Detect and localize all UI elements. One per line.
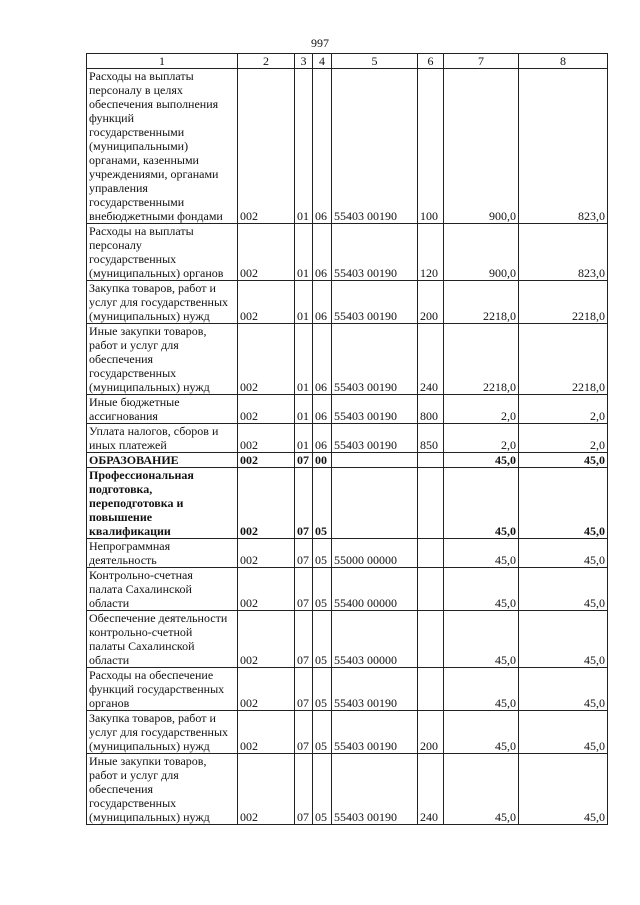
cell-amount-2: 45,0	[519, 668, 608, 711]
cell-ministry: 002	[238, 424, 295, 453]
cell-section: 07	[295, 754, 313, 825]
row-name: Непрограммная деятельность	[87, 539, 238, 568]
header-cell: 3	[295, 54, 313, 69]
table-row	[87, 224, 608, 281]
cell-target-article: 55403 00190	[332, 668, 418, 711]
table-row	[87, 711, 608, 754]
cell-target-article	[332, 468, 418, 539]
header-cell: 7	[444, 54, 519, 69]
row-name: Расходы на выплаты персоналу в целях обеспечения выполнения функций государственными (муниципальными) органами, казенными учреждениями, органами управления государственными внебюджетными фондами	[87, 69, 238, 224]
cell-target-article: 55403 00190	[332, 424, 418, 453]
cell-expense-type: 240	[418, 754, 444, 825]
row-name: ОБРАЗОВАНИЕ	[87, 453, 238, 468]
row-name: Уплата налогов, сборов и иных платежей	[87, 424, 238, 453]
cell-expense-type: 120	[418, 224, 444, 281]
cell-section: 01	[295, 324, 313, 395]
cell-amount-1: 900,0	[444, 69, 519, 224]
header-cell: 4	[313, 54, 332, 69]
cell-amount-2: 45,0	[519, 754, 608, 825]
cell-amount-1: 2,0	[444, 395, 519, 424]
cell-target-article: 55400 00000	[332, 568, 418, 611]
cell-section: 01	[295, 424, 313, 453]
cell-expense-type	[418, 568, 444, 611]
cell-amount-2: 45,0	[519, 568, 608, 611]
cell-target-article: 55403 00190	[332, 224, 418, 281]
cell-section: 07	[295, 568, 313, 611]
row-name: Иные закупки товаров, работ и услуг для обеспечения государственных (муниципальных) нужд	[87, 754, 238, 825]
row-name: Иные закупки товаров, работ и услуг для обеспечения государственных (муниципальных) нужд	[87, 324, 238, 395]
cell-target-article: 55000 00000	[332, 539, 418, 568]
cell-expense-type: 800	[418, 395, 444, 424]
cell-target-article: 55403 00190	[332, 324, 418, 395]
row-name: Расходы на выплаты персоналу государственных (муниципальных) органов	[87, 224, 238, 281]
cell-ministry: 002	[238, 711, 295, 754]
cell-subsection: 06	[313, 324, 332, 395]
header-cell: 5	[332, 54, 418, 69]
cell-section: 07	[295, 539, 313, 568]
cell-amount-2: 45,0	[519, 711, 608, 754]
cell-section: 01	[295, 69, 313, 224]
header-cell: 6	[418, 54, 444, 69]
cell-amount-1: 2,0	[444, 424, 519, 453]
cell-amount-2: 823,0	[519, 224, 608, 281]
cell-subsection: 05	[313, 468, 332, 539]
cell-ministry: 002	[238, 224, 295, 281]
cell-amount-1: 900,0	[444, 224, 519, 281]
header-cell: 2	[238, 54, 295, 69]
table-row	[87, 611, 608, 668]
cell-ministry: 002	[238, 281, 295, 324]
cell-amount-1: 45,0	[444, 668, 519, 711]
cell-amount-1: 45,0	[444, 568, 519, 611]
row-name: Закупка товаров, работ и услуг для государственных (муниципальных) нужд	[87, 281, 238, 324]
cell-subsection: 00	[313, 453, 332, 468]
cell-target-article	[332, 453, 418, 468]
cell-expense-type: 240	[418, 324, 444, 395]
cell-amount-2: 45,0	[519, 539, 608, 568]
table-row	[87, 424, 608, 453]
cell-section: 07	[295, 611, 313, 668]
table-row	[87, 453, 608, 468]
cell-amount-2: 45,0	[519, 468, 608, 539]
cell-section: 07	[295, 668, 313, 711]
row-name: Обеспечение деятельности контрольно-счетной палаты Сахалинской области	[87, 611, 238, 668]
cell-target-article: 55403 00190	[332, 711, 418, 754]
cell-subsection: 05	[313, 754, 332, 825]
row-name: Закупка товаров, работ и услуг для государственных (муниципальных) нужд	[87, 711, 238, 754]
cell-ministry: 002	[238, 539, 295, 568]
header-cell: 1	[87, 54, 238, 69]
table-row	[87, 668, 608, 711]
cell-section: 07	[295, 453, 313, 468]
cell-subsection: 05	[313, 611, 332, 668]
cell-amount-2: 2218,0	[519, 324, 608, 395]
cell-subsection: 06	[313, 281, 332, 324]
cell-ministry: 002	[238, 568, 295, 611]
table-row	[87, 281, 608, 324]
cell-amount-1: 2218,0	[444, 281, 519, 324]
page-number: 997	[311, 36, 329, 50]
cell-amount-2: 2,0	[519, 424, 608, 453]
cell-amount-1: 45,0	[444, 539, 519, 568]
header-row	[87, 54, 608, 69]
table-row	[87, 754, 608, 825]
cell-expense-type	[418, 468, 444, 539]
header-cell: 8	[519, 54, 608, 69]
cell-subsection: 06	[313, 395, 332, 424]
cell-subsection: 05	[313, 668, 332, 711]
cell-expense-type	[418, 611, 444, 668]
cell-amount-2: 2,0	[519, 395, 608, 424]
cell-ministry: 002	[238, 395, 295, 424]
cell-section: 01	[295, 395, 313, 424]
cell-section: 07	[295, 468, 313, 539]
cell-section: 01	[295, 224, 313, 281]
cell-subsection: 05	[313, 568, 332, 611]
table-row	[87, 568, 608, 611]
cell-ministry: 002	[238, 754, 295, 825]
cell-amount-1: 45,0	[444, 711, 519, 754]
cell-ministry: 002	[238, 453, 295, 468]
cell-expense-type	[418, 453, 444, 468]
budget-table	[86, 53, 608, 825]
cell-amount-1: 2218,0	[444, 324, 519, 395]
table-row	[87, 539, 608, 568]
cell-amount-2: 823,0	[519, 69, 608, 224]
cell-section: 07	[295, 711, 313, 754]
cell-amount-2: 45,0	[519, 611, 608, 668]
cell-ministry: 002	[238, 324, 295, 395]
cell-ministry: 002	[238, 69, 295, 224]
cell-amount-1: 45,0	[444, 453, 519, 468]
cell-subsection: 05	[313, 711, 332, 754]
cell-amount-2: 45,0	[519, 453, 608, 468]
cell-amount-1: 45,0	[444, 754, 519, 825]
cell-subsection: 06	[313, 69, 332, 224]
cell-subsection: 06	[313, 424, 332, 453]
table-row	[87, 69, 608, 224]
cell-amount-2: 2218,0	[519, 281, 608, 324]
cell-expense-type: 100	[418, 69, 444, 224]
table-row	[87, 324, 608, 395]
row-name: Профессиональная подготовка, переподготовка и повышение квалификации	[87, 468, 238, 539]
cell-target-article: 55403 00190	[332, 395, 418, 424]
table-row	[87, 468, 608, 539]
cell-expense-type: 200	[418, 711, 444, 754]
cell-amount-1: 45,0	[444, 468, 519, 539]
cell-target-article: 55403 00190	[332, 754, 418, 825]
row-name: Расходы на обеспечение функций государственных органов	[87, 668, 238, 711]
cell-subsection: 05	[313, 539, 332, 568]
cell-section: 01	[295, 281, 313, 324]
cell-expense-type: 200	[418, 281, 444, 324]
cell-target-article: 55403 00190	[332, 281, 418, 324]
cell-subsection: 06	[313, 224, 332, 281]
cell-target-article: 55403 00000	[332, 611, 418, 668]
cell-ministry: 002	[238, 668, 295, 711]
cell-expense-type: 850	[418, 424, 444, 453]
row-name: Контрольно-счетная палата Сахалинской области	[87, 568, 238, 611]
cell-amount-1: 45,0	[444, 611, 519, 668]
table-row	[87, 395, 608, 424]
cell-expense-type	[418, 539, 444, 568]
cell-target-article: 55403 00190	[332, 69, 418, 224]
row-name: Иные бюджетные ассигнования	[87, 395, 238, 424]
cell-ministry: 002	[238, 468, 295, 539]
cell-expense-type	[418, 668, 444, 711]
cell-ministry: 002	[238, 611, 295, 668]
